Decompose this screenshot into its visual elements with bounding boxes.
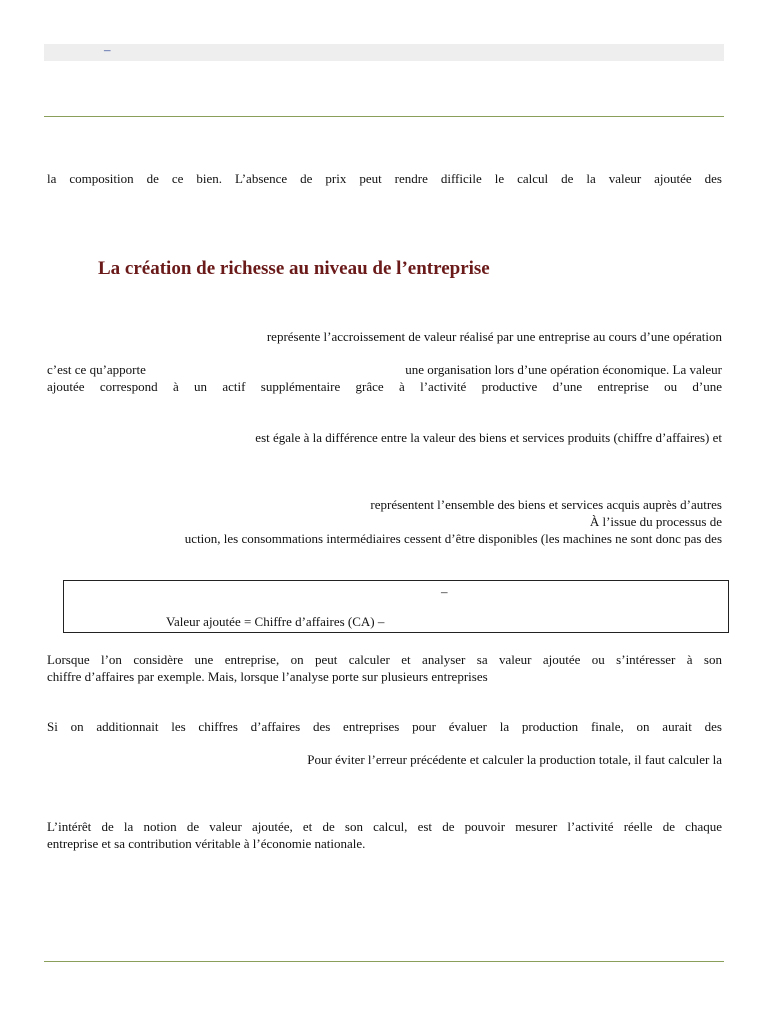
header-band xyxy=(44,44,724,61)
header-dash: – xyxy=(104,42,111,57)
paragraph-line: ajoutée correspond à un actif supplémentaire grâce à l’activité productive d’une entreprise ou d’une xyxy=(47,379,722,394)
paragraph-line: est égale à la différence entre la valeur des biens et services produits (chiffre d’affaires) et xyxy=(255,430,722,445)
paragraph-line: uction, les consommations intermédiaires cessent d’être disponibles (les machines ne sont donc pas des xyxy=(184,531,722,546)
paragraph-line: À l’issue du processus de xyxy=(589,514,722,529)
paragraph-line: représente l’accroissement de valeur réalisé par une entreprise au cours d’une opération xyxy=(266,329,722,344)
footer-divider xyxy=(44,961,724,962)
paragraph-line: Si on additionnait les chiffres d’affaires des entreprises pour évaluer la production finale, on aurait des xyxy=(47,719,722,734)
paragraph-line: représentent l’ensemble des biens et services acquis auprès d’autres xyxy=(370,497,722,512)
formula-box xyxy=(63,580,729,633)
paragraph-line: Pour éviter l’erreur précédente et calculer la production totale, il faut calculer la xyxy=(307,752,722,767)
formula-dash: – xyxy=(441,584,448,599)
paragraph-line: chiffre d’affaires par exemple. Mais, lorsque l’analyse porte sur plusieurs entreprises xyxy=(47,669,488,684)
paragraph-line: Lorsque l’on considère une entreprise, on peut calculer et analyser sa valeur ajoutée ou s’intéresser à son xyxy=(47,652,722,667)
paragraph-line: entreprise et sa contribution véritable à l’économie nationale. xyxy=(47,836,366,851)
paragraph-line: une organisation lors d’une opération économique. La valeur xyxy=(405,362,722,377)
paragraph-line: c’est ce qu’apporte xyxy=(47,362,146,377)
paragraph-line: L’intérêt de la notion de valeur ajoutée, et de son calcul, est de pouvoir mesurer l’activité réelle de chaque xyxy=(47,819,722,834)
paragraph-line: la composition de ce bien. L’absence de prix peut rendre difficile le calcul de la valeur ajoutée des xyxy=(47,171,722,186)
section-title: La création de richesse au niveau de l’entreprise xyxy=(98,258,490,279)
header-divider xyxy=(44,116,724,117)
formula-text: Valeur ajoutée = Chiffre d’affaires (CA) – xyxy=(166,614,385,629)
